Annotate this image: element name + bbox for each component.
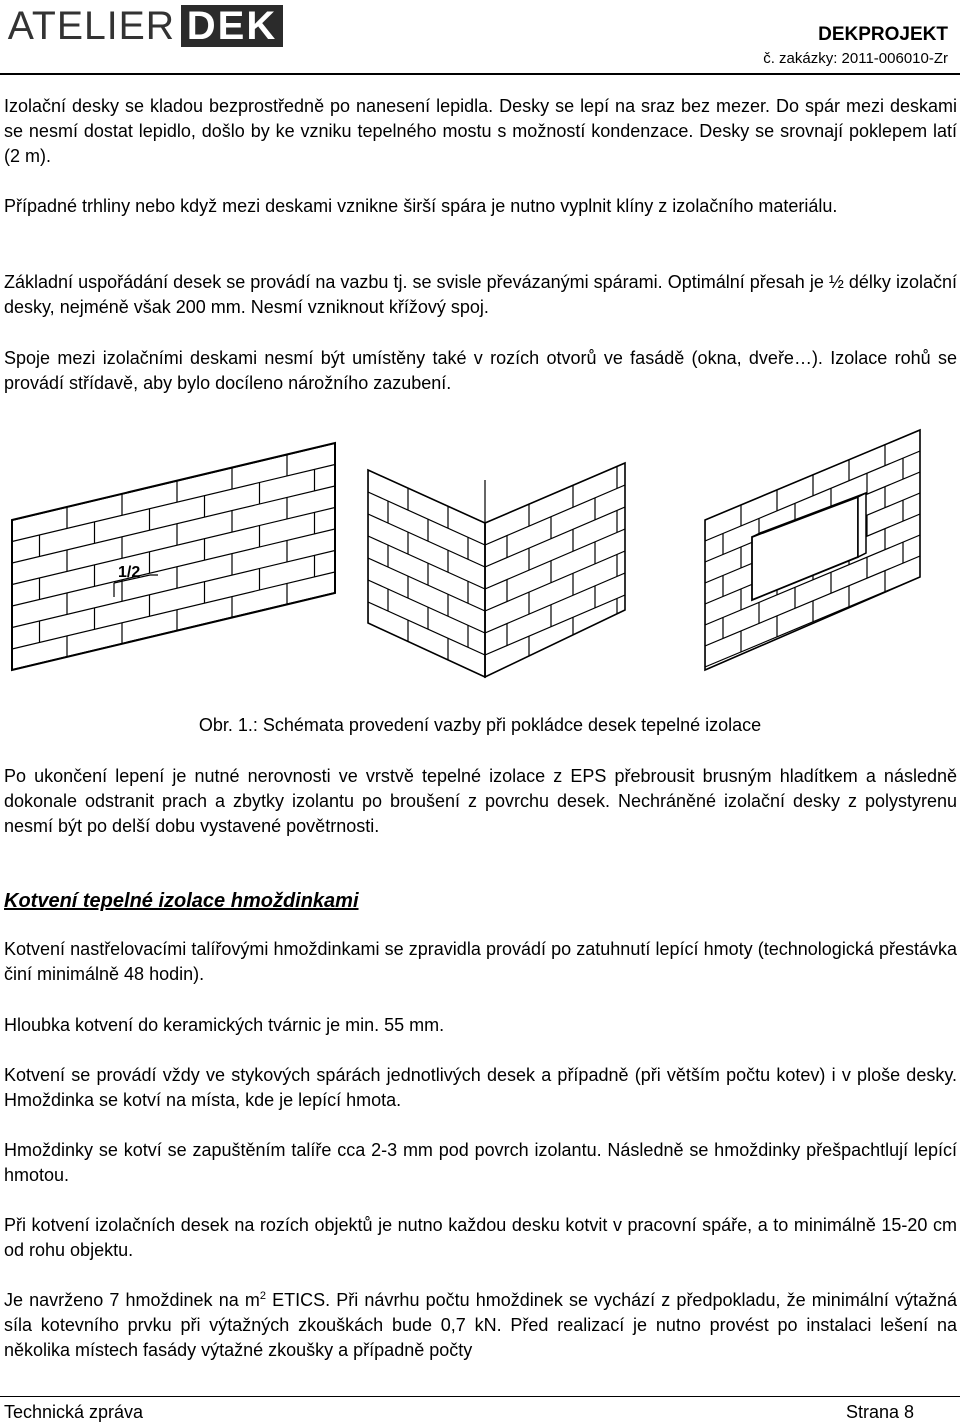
text-block-section [4,1138,957,1188]
paragraph: Kotvení se provádí vždy ve stykových spárách jednotlivých desek a případně (při větším počtu kotev) i v ploše desky. Hmoždinka se kotví na místa, kde je lepící hmota. [4,1065,957,1110]
superscript: 2 [259,1290,266,1302]
text-block-top [4,346,957,396]
text-block-middle [4,764,957,839]
text-block-top [4,270,957,320]
paragraph [4,1288,957,1363]
logo-text-atelier: ATELIER [7,4,176,48]
text-block-section [4,1063,957,1113]
text-block-top [4,94,957,169]
text-block-top [4,194,957,219]
paragraph-text: ETICS. Při návrhu počtu hmoždinek se vychází z předpokladu, že minimální výtažná síla kotevního prvku při výtažných zkouškách bude 0,7 kN. Před realizací je nutno provést po instalaci lešení na několika místech fasády výtažné zkoušky a případně počty [4,1290,958,1360]
header-info [763,24,948,69]
figure-caption: Obr. 1.: Schémata provedení vazby při pokládce desek tepelné izolace [198,715,762,735]
order-number: č. zakázky: 2011-006010-Zr [763,50,948,67]
paragraph: Kotvení nastřelovacími talířovými hmoždinkami se zpravidla provádí po zatuhnutí lepící hmoty (technologická přestávka činí minimálně 48 hodin). [4,939,957,984]
flat-wall-diagram [0,441,370,683]
footer-document-name: Technická zpráva [4,1402,144,1422]
paragraph: Izolační desky se kladou bezprostředně po nanesení lepidla. Desky se lepí na sraz bez mezer. Do spár mezi deskami se nesmí dostat lepidlo, došlo by ke vzniku tepelného mostu s možností kondenzace. Desky se srovnají poklepem latí (2 m). [4,96,957,166]
page-header [0,0,960,80]
paragraph: Po ukončení lepení je nutné nerovnosti ve vrstvě tepelné izolace z EPS přebrousit brusným hladítkem a následně dokonale odstranit prach a zbytky izolantu po broušení z povrchu desek. Nechráněné izolační desky z polystyrenu nesmí být po delší dobu vystavené povětrnosti. [4,766,957,836]
text-block-section [4,1013,957,1038]
paragraph-text: Je navrženo 7 hmoždinek na m [4,1290,260,1310]
figure-drawing [0,425,960,685]
paragraph: Hloubka kotvení do keramických tvárnic je min. 55 mm. [4,1015,445,1035]
paragraph: Základní uspořádání desek se provádí na vazbu tj. se svisle převázanými spárami. Optimální přesah je ½ délky izolační desky, nejméně však 200 mm. Nesmí vzniknout křížový spoj. [4,272,957,317]
paragraph: Při kotvení izolačních desek na rozích objektů je nutno každou desku kotvit v pracovní spáře, a to minimálně 15-20 cm od rohu objektu. [4,1215,957,1260]
company-name: DEKPROJEKT [818,24,948,45]
paragraph: Případné trhliny nebo když mezi deskami vznikne širší spára je nutno vyplnit klíny z izolačního materiálu. [4,196,838,216]
figure-insulation-bonding [0,425,960,685]
paragraph: Spoje mezi izolačními deskami nesmí být umístěny také v rozích otvorů ve fasádě (okna, dveře…). Izolace rohů se provádí střídavě, aby bylo docíleno nárožního zazubení. [4,348,957,393]
text-block-section [4,937,957,987]
header-divider [0,73,960,75]
footer-page-number: Strana 8 [845,1402,914,1422]
text-block-section [4,1213,957,1263]
window-opening-diagram [669,430,939,682]
atelier-dek-logo [6,4,283,48]
text-block-section [4,1288,957,1363]
window-opening [752,497,858,600]
paragraph: Hmoždinky se kotví se zapuštěním talíře cca 2-3 mm pod povrch izolantu. Následně se hmoždinky přešpachtlují lepící hmotou. [4,1140,957,1185]
logo-text-dek: DEK [181,5,283,47]
half-offset-label: 1/2 [118,564,141,581]
footer-divider [0,1396,960,1397]
section-heading: Kotvení tepelné izolace hmoždinkami [4,890,359,912]
corner-wall-diagram [328,448,661,685]
